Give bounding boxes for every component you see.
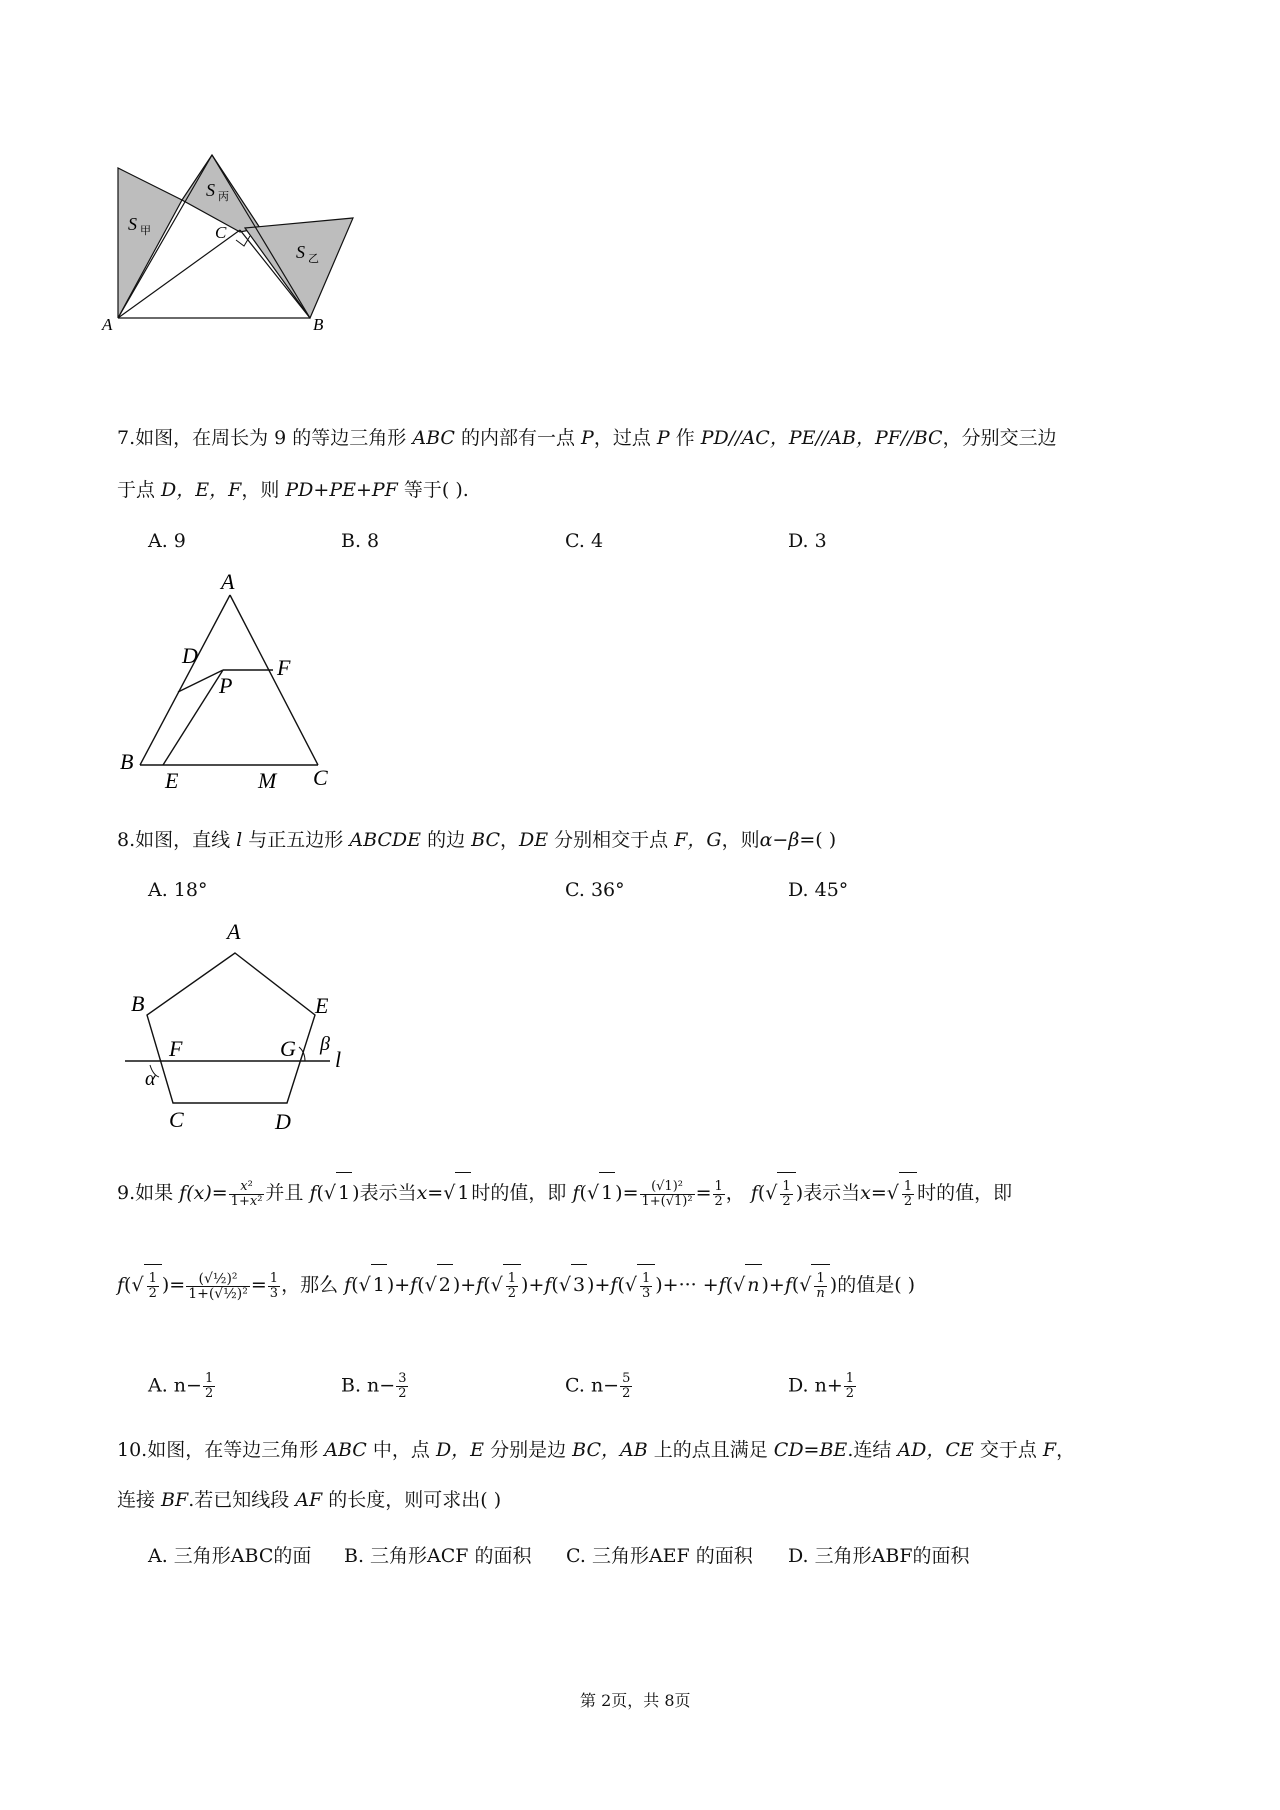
fig6-label-a: A — [102, 315, 113, 334]
q10-line1: 10.如图，在等边三角形 ABC 中，点 D，E 分别是边 BC，AB 上的点且满足 CD=BE.连结 AD，CE 交于点 F， — [117, 1439, 1076, 1461]
figure-q7-triangle — [115, 565, 345, 800]
fig7-label-e: E — [165, 768, 179, 793]
q8-line: 8.如图，直线 l 与正五边形 ABCDE 的边 BC，DE 分别相交于点 F，G，则α−β=( ) — [117, 829, 837, 851]
q8-option-d: D. 45° — [788, 879, 849, 901]
q10-option-a: A. 三角形ABC的面 — [148, 1545, 312, 1567]
q7-option-c: C. 4 — [565, 530, 604, 552]
fig6-label-c: C — [215, 223, 227, 242]
fig6-s-bing-sub: 丙 — [218, 191, 229, 203]
fig6-s-jia-sub: 甲 — [140, 225, 151, 237]
figure-q8-pentagon — [115, 915, 375, 1140]
fig8-label-d: D — [275, 1109, 291, 1134]
fig8-label-l: l — [335, 1047, 342, 1072]
q9-option-a: A. n− $\frac{1}{2}$ — [148, 1371, 214, 1401]
page-footer: 第 2页，共 8页 — [580, 1691, 691, 1710]
fig6-s-yi: S — [296, 242, 305, 262]
fig7-label-b: B — [120, 749, 134, 774]
q9-option-b: B. n− $\frac{3}{2}$ — [341, 1371, 407, 1401]
fig7-label-m: M — [258, 768, 277, 793]
fig7-label-p: P — [219, 673, 233, 698]
q8-option-a: A. 18° — [148, 879, 208, 901]
q7-option-d: D. 3 — [788, 530, 827, 552]
fig7-label-a: A — [221, 569, 235, 594]
q10-option-d: D. 三角形ABF的面积 — [788, 1545, 970, 1567]
q9-line1: 9.如果 f(x)= $\frac{\text{x²}}{\text{1+x²}}$ 并且 f(√ 1 )表示当x=√ 1 时的值，即 f(√ 1 )= $\frac{\text{(√1)²}}{\text{1+(√1)²}}$ = $\frac{1}{2}$ ， f(√ $\frac{1}{2}$ )表示当x=√ $\frac{1}{2}$ 时的值，即 — [117, 1172, 1012, 1213]
fig8-label-b: B — [131, 991, 145, 1016]
fig7-label-c: C — [313, 765, 328, 790]
shaded-triangle-yi — [245, 218, 353, 318]
fig8-label-alpha: α — [145, 1068, 156, 1090]
q7-option-a: A. 9 — [148, 530, 186, 552]
q7-line1: 7.如图，在周长为 9 的等边三角形 ABC 的内部有一点 P，过点 P 作 PD//AC，PE//AB，PF//BC，分别交三边 — [117, 427, 1057, 449]
q7-option-b: B. 8 — [341, 530, 380, 552]
fig6-s-yi-sub: 乙 — [308, 253, 319, 265]
q10-line2: 连接 BF.若已知线段 AF 的长度，则可求出( ) — [117, 1489, 502, 1511]
figure-q6-triangles — [100, 150, 420, 390]
q8-option-c: C. 36° — [565, 879, 625, 901]
q10-option-b: B. 三角形ACF 的面积 — [344, 1545, 532, 1567]
fig8-label-g: G — [280, 1036, 296, 1061]
fig8-label-beta: β — [320, 1033, 330, 1055]
q7-line2: 于点 D，E，F，则 PD+PE+PF 等于( ). — [117, 479, 469, 501]
fig8-label-c: C — [169, 1107, 184, 1132]
fig6-s-jia: S — [128, 214, 137, 234]
fig7-label-f: F — [277, 655, 291, 680]
q10-option-c: C. 三角形AEF 的面积 — [566, 1545, 753, 1567]
q9-line2: f(√ $\frac{1}{2}$ )= $\frac{\text{(√½)²}}{\text{1+(√½)²}}$ = $\frac{1}{3}$ ，那么 f(√ 1 )+f(√ 2 )+f(√ $\frac{1}{2}$ )+f(√ 3 )+f(√ $\frac{1}{3}$ )+··· +f(√ n )+f(√ $\frac{1}{n}$ )的值是( ) — [117, 1264, 915, 1305]
fig7-label-d: D — [182, 643, 198, 668]
fig8-label-f: F — [169, 1036, 183, 1061]
fig8-label-a: A — [227, 919, 241, 944]
fig8-label-e: E — [315, 993, 329, 1018]
q9-option-d: D. n+ $\frac{1}{2}$ — [788, 1371, 855, 1401]
q9-option-c: C. n− $\frac{5}{2}$ — [565, 1371, 631, 1401]
fig6-label-b: B — [313, 315, 324, 334]
fig6-s-bing: S — [206, 180, 215, 200]
